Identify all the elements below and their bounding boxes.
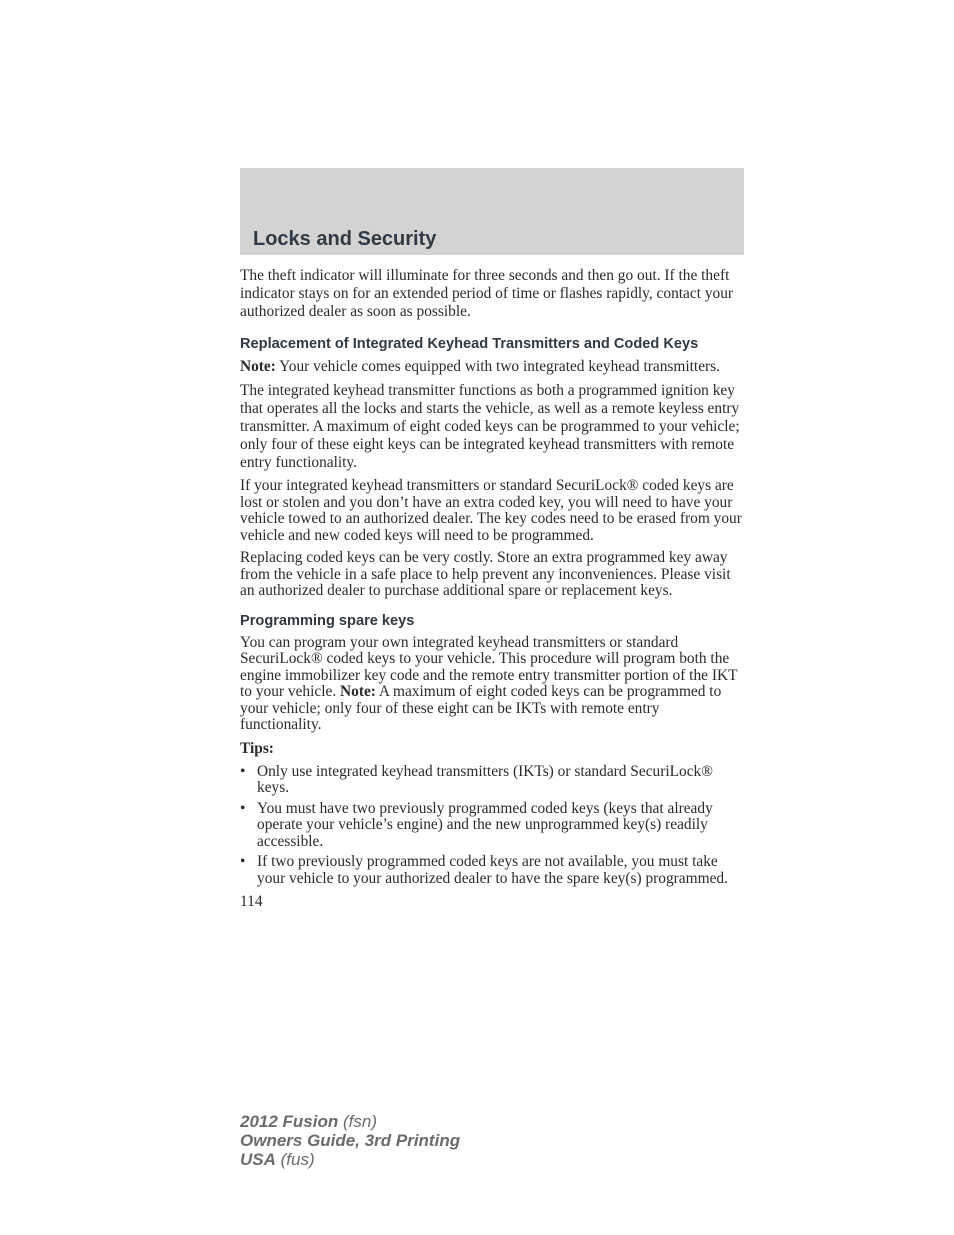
programming-note-label: Note: <box>340 683 376 700</box>
document-footer <box>240 1112 460 1169</box>
replacement-note <box>240 358 744 376</box>
section-title: Locks and Security <box>253 228 437 250</box>
tip-text: Only use integrated keyhead transmitters (IKTs) or standard SecuriLock® keys. <box>257 762 713 796</box>
page-number: 114 <box>240 893 263 910</box>
programming-paragraph <box>240 635 744 734</box>
replacement-heading: Replacement of Integrated Keyhead Transmitters and Coded Keys <box>240 336 699 352</box>
programming-paragraph-start: You can program your own integrated keyhead transmitters or standard SecuriLock® coded keys to your vehicle. This procedure will program both the engine immobilizer key code and the remote entry transmitter portion of the IKT to your vehicle. <box>240 633 738 700</box>
footer-edition: Owners Guide, 3rd Printing <box>240 1131 461 1150</box>
replacement-paragraph-2: If your integrated keyhead transmitters or standard SecuriLock® coded keys are lost or stolen and you don’t have an extra coded key, you will need to have your vehicle towed to an authorized dealer. The key codes need to be erased from your vehicle and new coded keys will need to be programmed. <box>240 477 742 544</box>
bullet-icon: • <box>240 853 246 870</box>
intro-paragraph: The theft indicator will illuminate for three seconds and then go out. If the theft indicator stays on for an extended period of time or flashes rapidly, contact your authorized dealer as soon as possible. <box>240 267 734 320</box>
list-item <box>240 764 744 797</box>
footer-line-3 <box>240 1150 460 1169</box>
footer-market-code: (fus) <box>275 1150 315 1169</box>
note-text: Your vehicle comes equipped with two integrated keyhead transmitters. <box>275 358 720 375</box>
page-content <box>240 267 744 911</box>
replacement-paragraph-3: Replacing coded keys can be very costly. Store an extra programmed key away from the vehicle in a safe place to help prevent any inconveniences. Please visit an authorized dealer to purchase additional spare or replacement keys. <box>240 549 731 599</box>
footer-model: 2012 Fusion <box>240 1112 339 1131</box>
replacement-paragraph-1: The integrated keyhead transmitter functions as both a programmed ignition key that operates all the locks and starts the vehicle, as well as a remote keyless entry transmitter. A maximum of eight coded keys can be programmed to your vehicle; only four of these eight keys can be integrated keyhead transmitters with remote entry functionality. <box>240 382 740 471</box>
tip-text: You must have two previously programmed coded keys (keys that already operate your vehicle’s engine) and the new unprogrammed key(s) readily accessible. <box>257 799 713 850</box>
footer-line-1 <box>240 1112 460 1131</box>
bullet-icon: • <box>240 799 246 817</box>
list-item <box>240 854 744 887</box>
section-header-band <box>240 168 744 255</box>
note-label: Note: <box>240 358 276 375</box>
bullet-icon: • <box>240 762 246 780</box>
list-item <box>240 801 744 851</box>
programming-paragraph-end: A maximum of eight coded keys can be programmed to your vehicle; only four of these eight can be IKTs with remote entry functionality. <box>240 683 722 733</box>
footer-line-2 <box>240 1131 460 1150</box>
tips-label: Tips: <box>240 739 274 757</box>
footer-market: USA <box>240 1150 276 1169</box>
programming-heading: Programming spare keys <box>240 612 415 629</box>
tip-text: If two previously programmed coded keys are not available, you must take your vehicle to your authorized dealer to have the spare key(s) programmed. <box>257 853 728 887</box>
tips-list <box>240 764 744 888</box>
footer-model-code: (fsn) <box>338 1112 377 1131</box>
